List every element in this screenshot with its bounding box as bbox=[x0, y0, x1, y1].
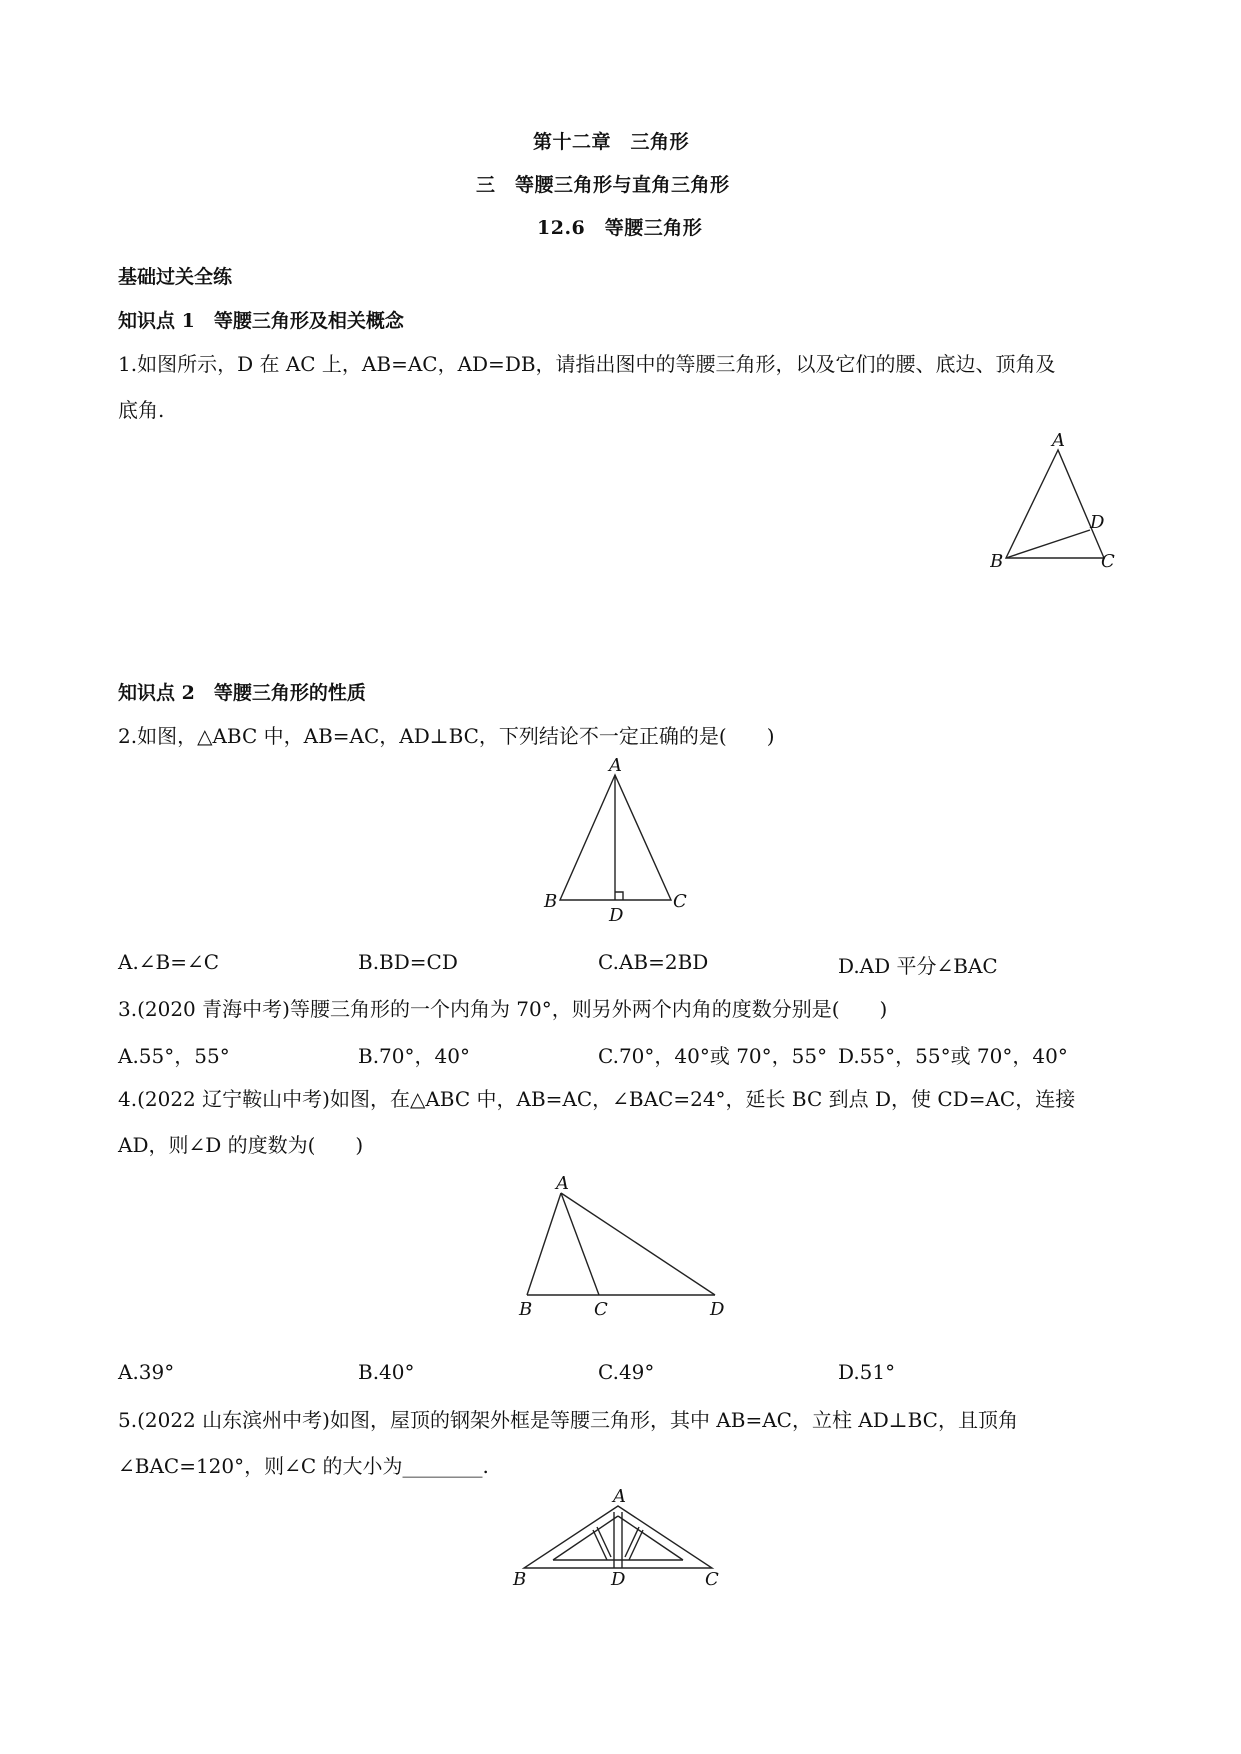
chapter-title: 第十二章 三角形 bbox=[533, 131, 690, 153]
q4-option-c[interactable]: C.49° bbox=[598, 1360, 655, 1384]
section-title: 基础过关全练 bbox=[118, 266, 233, 288]
q1-triangle-figure bbox=[990, 430, 1130, 580]
q5-label-a: A bbox=[613, 1488, 626, 1507]
q2-label-d: D bbox=[609, 905, 624, 925]
q2-option-d[interactable]: D.AD 平分∠BAC bbox=[838, 954, 998, 978]
q4-text-line2: AD，则∠D 的度数为( ) bbox=[118, 1133, 364, 1157]
q4-option-d[interactable]: D.51° bbox=[838, 1360, 896, 1384]
q2-label-b: B bbox=[544, 891, 558, 912]
q5-label-d: D bbox=[611, 1569, 626, 1588]
q5-text-line2: ∠BAC=120°，则∠C 的大小为________. bbox=[118, 1454, 489, 1478]
q4-label-b: B bbox=[519, 1299, 533, 1320]
q4-label-d: D bbox=[710, 1299, 725, 1320]
q1-label-a: A bbox=[1052, 430, 1065, 451]
q2-label-a: A bbox=[609, 755, 622, 776]
q2-option-a[interactable]: A.∠B=∠C bbox=[118, 950, 220, 974]
q2-text: 2.如图，△ABC 中，AB=AC，AD⊥BC，下列结论不一定正确的是( ) bbox=[118, 724, 775, 748]
q3-option-a[interactable]: A.55°，55° bbox=[118, 1044, 230, 1068]
q5-text-line1: 5.(2022 山东滨州中考)如图，屋顶的钢架外框是等腰三角形，其中 AB=AC，立柱 AD⊥BC，且顶角 bbox=[118, 1408, 1018, 1432]
q4-option-a[interactable]: A.39° bbox=[118, 1360, 175, 1384]
q3-option-c[interactable]: C.70°，40°或 70°，55° bbox=[598, 1044, 828, 1068]
q3-text: 3.(2020 青海中考)等腰三角形的一个内角为 70°，则另外两个内角的度数分别是( ) bbox=[118, 997, 888, 1021]
q4-text-line1: 4.(2022 辽宁鞍山中考)如图，在△ABC 中，AB=AC，∠BAC=24°，延长 BC 到点 D，使 CD=AC，连接 bbox=[118, 1087, 1076, 1111]
q2-label-c: C bbox=[673, 891, 687, 912]
q5-roof-truss-figure bbox=[505, 1488, 735, 1588]
q4-label-a: A bbox=[556, 1173, 569, 1194]
q1-label-b: B bbox=[990, 551, 1004, 572]
lesson-title: 12.6 等腰三角形 bbox=[537, 217, 703, 239]
q2-option-b[interactable]: B.BD=CD bbox=[358, 950, 458, 974]
knowledge-point-2-title: 知识点 2 等腰三角形的性质 bbox=[118, 682, 366, 704]
q3-option-b[interactable]: B.70°，40° bbox=[358, 1044, 470, 1068]
q2-option-c[interactable]: C.AB=2BD bbox=[598, 950, 709, 974]
q4-option-b[interactable]: B.40° bbox=[358, 1360, 415, 1384]
q1-text-line1: 1.如图所示，D 在 AC 上，AB=AC，AD=DB，请指出图中的等腰三角形，以及它们的腰、底边、顶角及 bbox=[118, 352, 1056, 376]
q1-text-line2: 底角. bbox=[118, 398, 165, 422]
q4-label-c: C bbox=[594, 1299, 608, 1320]
q5-label-b: B bbox=[513, 1569, 527, 1588]
q2-triangle-figure bbox=[540, 755, 710, 925]
q1-label-c: C bbox=[1101, 551, 1115, 572]
q5-label-c: C bbox=[705, 1569, 719, 1588]
knowledge-point-1-title: 知识点 1 等腰三角形及相关概念 bbox=[118, 310, 404, 332]
unit-title: 三 等腰三角形与直角三角形 bbox=[476, 174, 730, 196]
q3-option-d[interactable]: D.55°，55°或 70°，40° bbox=[838, 1044, 1068, 1068]
q4-triangle-figure bbox=[505, 1165, 745, 1325]
q1-label-d: D bbox=[1090, 512, 1105, 533]
